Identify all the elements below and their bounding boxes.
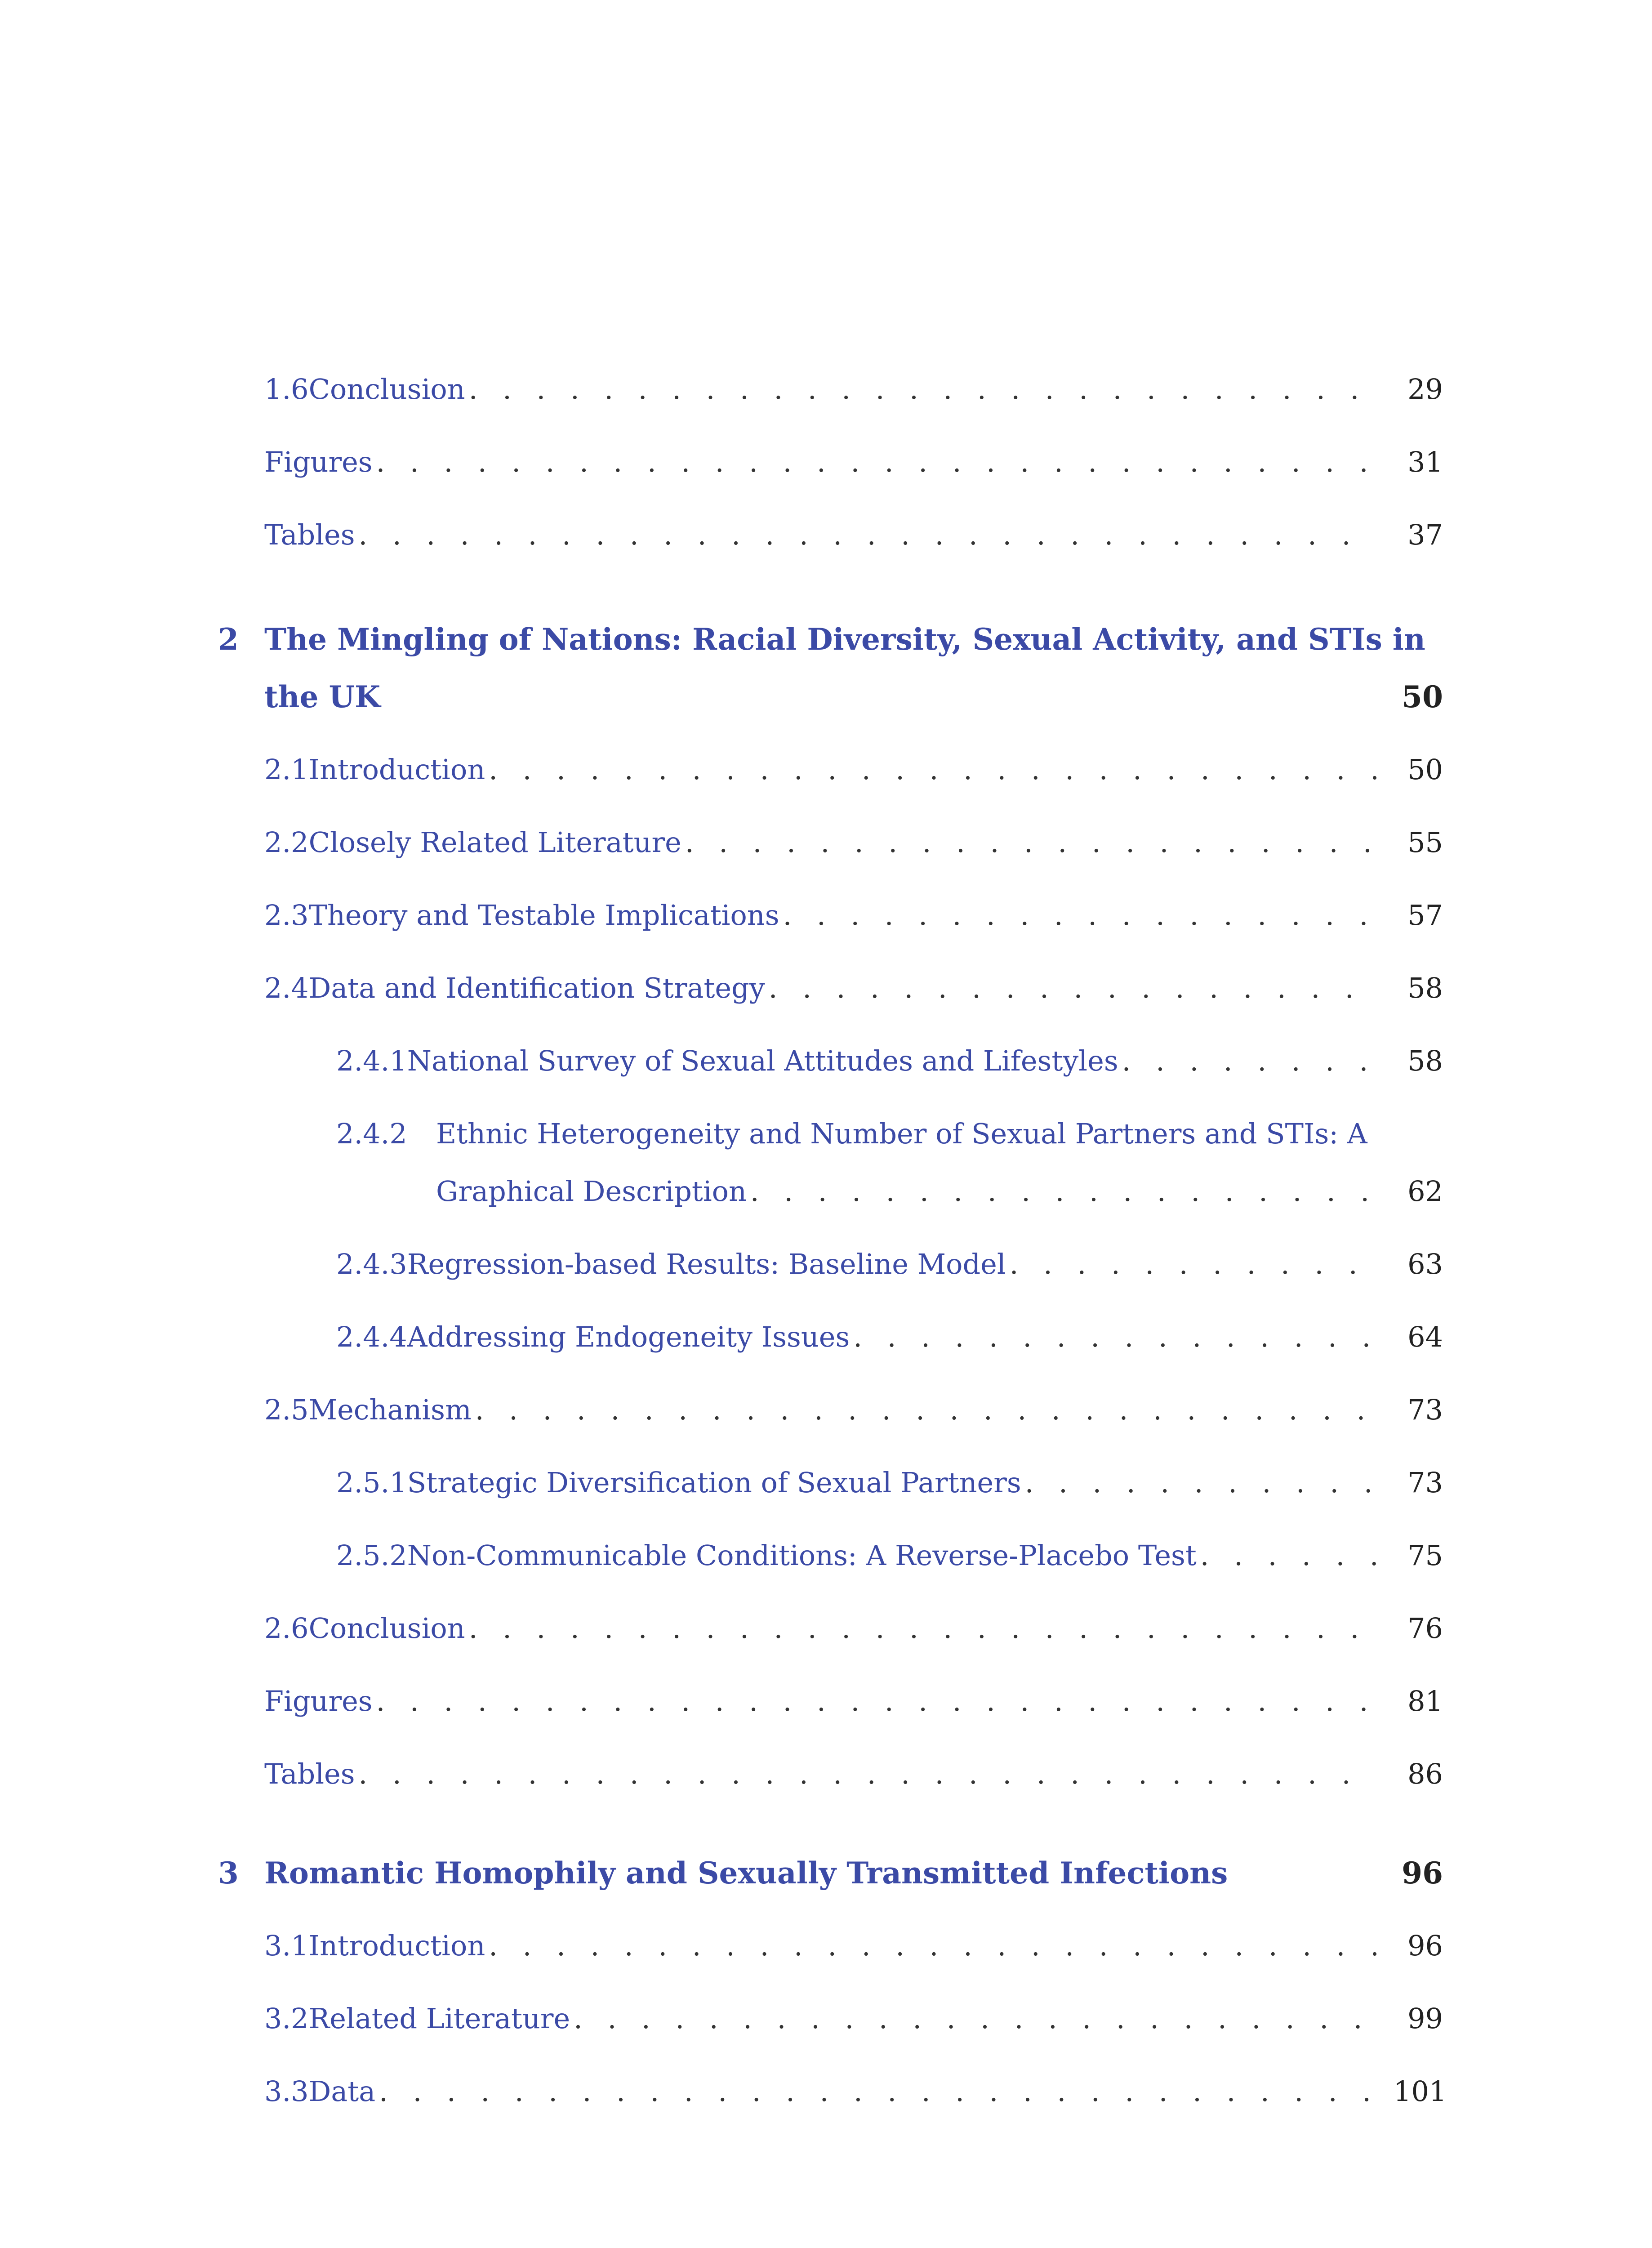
toc-entry-number: 2.5 [264, 1393, 309, 1426]
toc-entry-page: 75 [1407, 1539, 1443, 1572]
toc-entry-page: 101 [1394, 2075, 1447, 2108]
dot-leader [574, 2001, 1376, 2037]
dot-leader [489, 1928, 1376, 1964]
dot-leader [359, 517, 1376, 553]
toc-entry-number: 2.3 [264, 899, 309, 932]
toc-entry-2-4[interactable] [264, 970, 1443, 1006]
toc-entry-number: 2.4.1 [336, 1044, 407, 1077]
toc-entry-number: 3.3 [264, 2075, 309, 2108]
toc-entry-title: Figures [264, 1685, 373, 1717]
chapter-title-line2: the UK [264, 679, 381, 714]
toc-entry-3-2[interactable] [264, 2001, 1443, 2037]
toc-entry-title: Tables [264, 1757, 355, 1790]
toc-entry-2-5-2[interactable] [336, 1538, 1443, 1574]
chapter-number: 2 [218, 622, 239, 657]
toc-entry-title: Strategic Diversification of Sexual Partners [407, 1466, 1021, 1499]
toc-entry-number: 2.4 [264, 972, 309, 1004]
dot-leader [1200, 1538, 1376, 1574]
dot-leader [489, 752, 1376, 788]
toc-entry-2-4-2-cont[interactable] [436, 1173, 1443, 1209]
toc-entry-title: Tables [264, 518, 355, 551]
toc-entry-page: 55 [1407, 826, 1443, 859]
toc-entry-title: Introduction [308, 1929, 485, 1962]
toc-entry-number: 3.1 [264, 1929, 309, 1962]
toc-entry-title: Introduction [308, 753, 485, 786]
dot-leader [1025, 1465, 1376, 1501]
toc-entry-page: 58 [1407, 972, 1443, 1004]
toc-entry-page: 73 [1407, 1466, 1443, 1499]
toc-entry-number: 2.4.2 [336, 1117, 407, 1150]
toc-entry-title: Theory and Testable Implications [308, 899, 779, 932]
toc-entry-2-3[interactable] [264, 897, 1443, 933]
dot-leader [1010, 1246, 1376, 1282]
toc-entry-page: 73 [1407, 1393, 1443, 1426]
dot-leader [359, 1756, 1376, 1792]
toc-entry-number: 2.2 [264, 826, 309, 859]
dot-leader [750, 1173, 1376, 1209]
toc-entry-title: Addressing Endogeneity Issues [407, 1320, 850, 1353]
dot-leader [853, 1319, 1376, 1355]
toc-entry-page: 96 [1407, 1929, 1443, 1962]
toc-entry-title: National Survey of Sexual Attitudes and Lifestyles [407, 1044, 1118, 1077]
toc-entry-3-1[interactable] [264, 1928, 1443, 1964]
toc-entry-title: Closely Related Literature [308, 826, 681, 859]
dot-leader [379, 2074, 1376, 2110]
chapter-number: 3 [218, 1855, 239, 1891]
toc-entry-number: 2.6 [264, 1612, 309, 1645]
toc-entry-2-4-3[interactable] [336, 1246, 1443, 1282]
chapter-page: 96 [1402, 1855, 1443, 1891]
toc-entry-number: 2.5.1 [336, 1466, 407, 1499]
dot-leader [376, 1683, 1376, 1719]
dot-leader [469, 1610, 1376, 1646]
dot-leader [469, 371, 1376, 407]
chapter-title-line1: The Mingling of Nations: Racial Diversity, Sexual Activity, and STIs in [264, 622, 1425, 657]
toc-entry-2-5[interactable] [264, 1392, 1443, 1428]
toc-entry-title: Data [308, 2075, 376, 2108]
toc-entry-number: 2.5.2 [336, 1539, 407, 1572]
toc-entry-title: Mechanism [308, 1393, 472, 1426]
toc-entry-title: Non-Communicable Conditions: A Reverse-Placebo Test [407, 1539, 1197, 1572]
chapter-page: 50 [1402, 679, 1443, 714]
toc-entry-page: 37 [1407, 518, 1443, 551]
toc-entry-2-4-2[interactable] [336, 1116, 1443, 1152]
toc-entry-page: 86 [1407, 1757, 1443, 1790]
dot-leader [475, 1392, 1376, 1428]
toc-entry-title-line2: Graphical Description [436, 1175, 747, 1208]
toc-entry-title-line1: Ethnic Heterogeneity and Number of Sexual Partners and STIs: A [436, 1117, 1367, 1150]
toc-entry-number: 2.4.3 [336, 1248, 407, 1280]
dot-leader [783, 897, 1376, 933]
toc-entry-page: 81 [1407, 1685, 1443, 1717]
toc-entry-1-6[interactable] [264, 371, 1443, 407]
dot-leader [1122, 1043, 1376, 1079]
toc-entry-figures[interactable] [264, 444, 1443, 480]
toc-entry-2-6[interactable] [264, 1610, 1443, 1646]
toc-entry-tables-ch2[interactable] [264, 1756, 1443, 1792]
toc-entry-number: 1.6 [264, 373, 309, 406]
toc-entry-page: 62 [1407, 1175, 1443, 1208]
toc-entry-title: Conclusion [308, 373, 465, 406]
toc-entry-page: 31 [1407, 446, 1443, 478]
toc-entry-title: Data and Identification Strategy [308, 972, 765, 1004]
toc-entry-2-2[interactable] [264, 825, 1443, 861]
toc-entry-page: 63 [1407, 1248, 1443, 1280]
toc-entry-2-5-1[interactable] [336, 1465, 1443, 1501]
toc-entry-number: 2.4.4 [336, 1320, 407, 1353]
toc-entry-page: 57 [1407, 899, 1443, 932]
dot-leader [376, 444, 1376, 480]
toc-entry-figures-ch2[interactable] [264, 1683, 1443, 1719]
toc-entry-title: Related Literature [308, 2002, 570, 2035]
toc-entry-2-4-1[interactable] [336, 1043, 1443, 1079]
toc-entry-page: 29 [1407, 373, 1443, 406]
toc-entry-number: 2.1 [264, 753, 309, 786]
toc-entry-title: Regression-based Results: Baseline Model [407, 1248, 1006, 1280]
toc-entry-page: 64 [1407, 1320, 1443, 1353]
toc-entry-tables[interactable] [264, 517, 1443, 553]
toc-entry-3-3[interactable] [264, 2074, 1447, 2110]
dot-leader [685, 825, 1376, 861]
toc-entry-2-1[interactable] [264, 752, 1443, 788]
toc-entry-page: 58 [1407, 1044, 1443, 1077]
toc-entry-number: 3.2 [264, 2002, 309, 2035]
toc-entry-title: Figures [264, 446, 373, 478]
dot-leader [769, 970, 1376, 1006]
toc-entry-2-4-4[interactable] [336, 1319, 1443, 1355]
toc-entry-page: 50 [1407, 753, 1443, 786]
toc-entry-page: 76 [1407, 1612, 1443, 1645]
toc-entry-page: 99 [1407, 2002, 1443, 2035]
chapter-title: Romantic Homophily and Sexually Transmitted Infections [264, 1855, 1228, 1891]
toc-entry-title: Conclusion [308, 1612, 465, 1645]
